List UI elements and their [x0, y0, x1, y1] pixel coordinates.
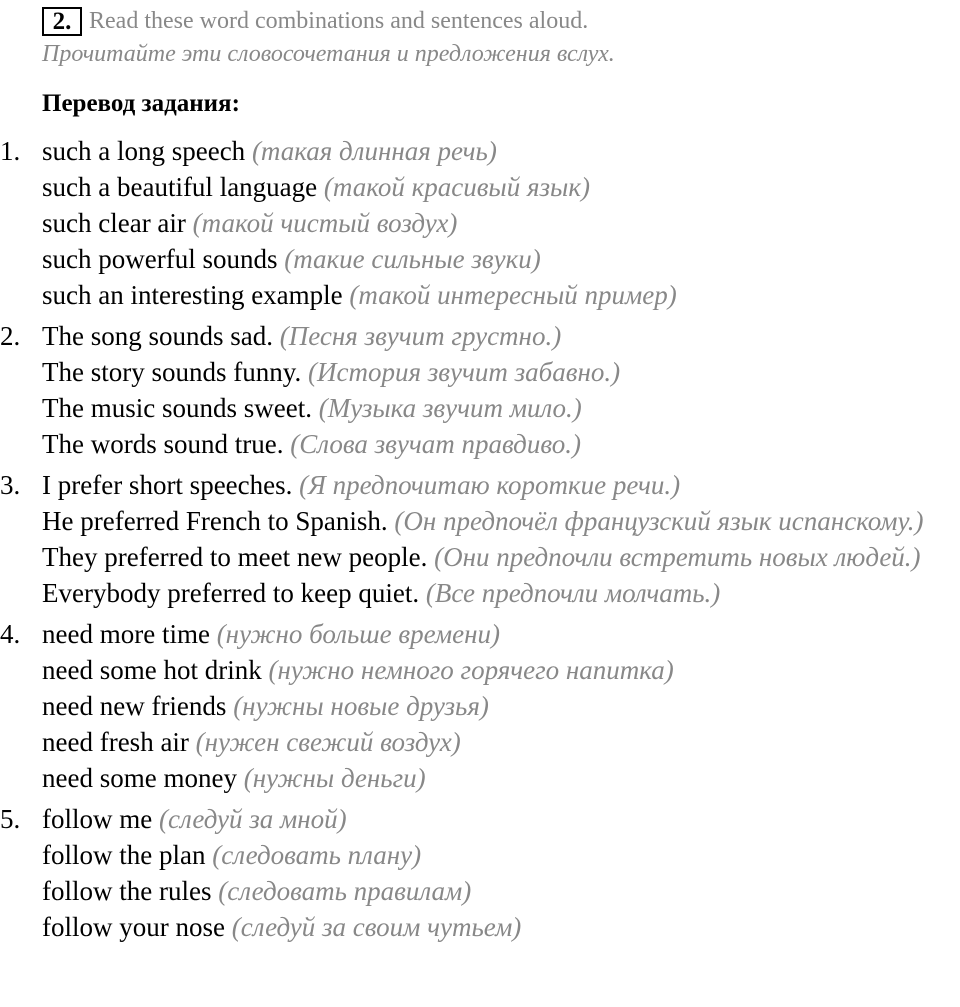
- english-phrase: The music sounds sweet.: [42, 393, 312, 423]
- russian-translation: (Он предпочёл французский язык испанскому.): [394, 506, 924, 536]
- phrase-item: [42, 426, 960, 462]
- group-number: 5.: [0, 804, 21, 834]
- russian-translation: (История звучит забавно.): [307, 357, 621, 387]
- english-phrase: The words sound true.: [42, 429, 284, 459]
- group-number: 3.: [0, 470, 21, 500]
- task-instruction-row: [42, 4, 615, 38]
- russian-translation: (нужны новые друзья): [233, 691, 489, 721]
- english-phrase: They preferred to meet new people.: [42, 542, 428, 572]
- phrase-item: [42, 909, 960, 945]
- english-phrase: follow the plan: [42, 840, 206, 870]
- russian-translation: (Песня звучит грустно.): [279, 321, 562, 351]
- phrase-list: [0, 133, 960, 313]
- instruction-english: Read these word combinations and sentences aloud.: [89, 7, 589, 34]
- english-phrase: such a beautiful language: [42, 172, 318, 202]
- phrase-item: [42, 760, 960, 796]
- english-phrase: such powerful sounds: [42, 244, 278, 274]
- group-number: 2.: [0, 321, 21, 351]
- phrase-item: [42, 801, 960, 837]
- exercise-list: [0, 133, 960, 945]
- russian-translation: (нужны деньги): [243, 763, 426, 793]
- russian-translation: (такой чистый воздух): [192, 208, 458, 238]
- section-title: Перевод задания:: [42, 90, 240, 117]
- russian-translation: (Все предпочли молчать.): [425, 578, 721, 608]
- phrase-item: [42, 318, 960, 354]
- group-number: 1.: [0, 136, 21, 166]
- phrase-list: [0, 616, 960, 796]
- russian-translation: (следуй за своим чутьем): [231, 912, 522, 942]
- phrase-list: [0, 318, 960, 462]
- phrase-item: [42, 241, 960, 277]
- english-phrase: follow your nose: [42, 912, 225, 942]
- phrase-item: [42, 616, 960, 652]
- english-phrase: such an interesting example: [42, 280, 343, 310]
- english-phrase: The song sounds sad.: [42, 321, 273, 351]
- russian-translation: (Музыка звучит мило.): [318, 393, 582, 423]
- english-phrase: need some hot drink: [42, 655, 262, 685]
- phrase-item: [42, 652, 960, 688]
- english-phrase: The story sounds funny.: [42, 357, 302, 387]
- english-phrase: need some money: [42, 763, 237, 793]
- english-phrase: such clear air: [42, 208, 186, 238]
- russian-translation: (нужно больше времени): [216, 619, 501, 649]
- russian-translation: (Они предпочли встретить новых людей.): [434, 542, 921, 572]
- phrase-item: [42, 539, 960, 575]
- english-phrase: need more time: [42, 619, 210, 649]
- phrase-list: [0, 801, 960, 945]
- russian-translation: (такие сильные звуки): [284, 244, 541, 274]
- phrase-item: [42, 575, 960, 611]
- phrase-list: [0, 467, 960, 611]
- english-phrase: He preferred French to Spanish.: [42, 506, 388, 536]
- russian-translation: (такой интересный пример): [349, 280, 677, 310]
- phrase-item: [42, 354, 960, 390]
- russian-translation: (следовать плану): [212, 840, 422, 870]
- phrase-item: [42, 169, 960, 205]
- russian-translation: (нужен свежий воздух): [195, 727, 461, 757]
- russian-translation: (Слова звучат правдиво.): [290, 429, 581, 459]
- exercise-group: [0, 801, 960, 945]
- group-number: 4.: [0, 619, 21, 649]
- english-phrase: need fresh air: [42, 727, 189, 757]
- russian-translation: (Я предпочитаю короткие речи.): [299, 470, 681, 500]
- english-phrase: Everybody preferred to keep quiet.: [42, 578, 420, 608]
- phrase-item: [42, 724, 960, 760]
- english-phrase: follow the rules: [42, 876, 212, 906]
- phrase-item: [42, 277, 960, 313]
- phrase-item: [42, 503, 960, 539]
- phrase-item: [42, 873, 960, 909]
- russian-translation: (такая длинная речь): [251, 136, 497, 166]
- phrase-item: [42, 688, 960, 724]
- russian-translation: (нужно немного горячего напитка): [268, 655, 674, 685]
- task-number-box: 2.: [42, 7, 82, 36]
- exercise-group: [0, 467, 960, 611]
- exercise-group: [0, 318, 960, 462]
- task-header: [42, 4, 615, 118]
- instruction-russian: Прочитайте эти словосочетания и предложения вслух.: [42, 41, 615, 67]
- phrase-item: [42, 837, 960, 873]
- phrase-item: [42, 205, 960, 241]
- english-phrase: need new friends: [42, 691, 227, 721]
- phrase-item: [42, 467, 960, 503]
- russian-translation: (следуй за мной): [158, 804, 347, 834]
- exercise-group: [0, 616, 960, 796]
- english-phrase: I prefer short speeches.: [42, 470, 293, 500]
- russian-translation: (следовать правилам): [218, 876, 472, 906]
- phrase-item: [42, 133, 960, 169]
- russian-translation: (такой красивый язык): [323, 172, 590, 202]
- exercise-group: [0, 133, 960, 313]
- english-phrase: such a long speech: [42, 136, 246, 166]
- english-phrase: follow me: [42, 804, 153, 834]
- phrase-item: [42, 390, 960, 426]
